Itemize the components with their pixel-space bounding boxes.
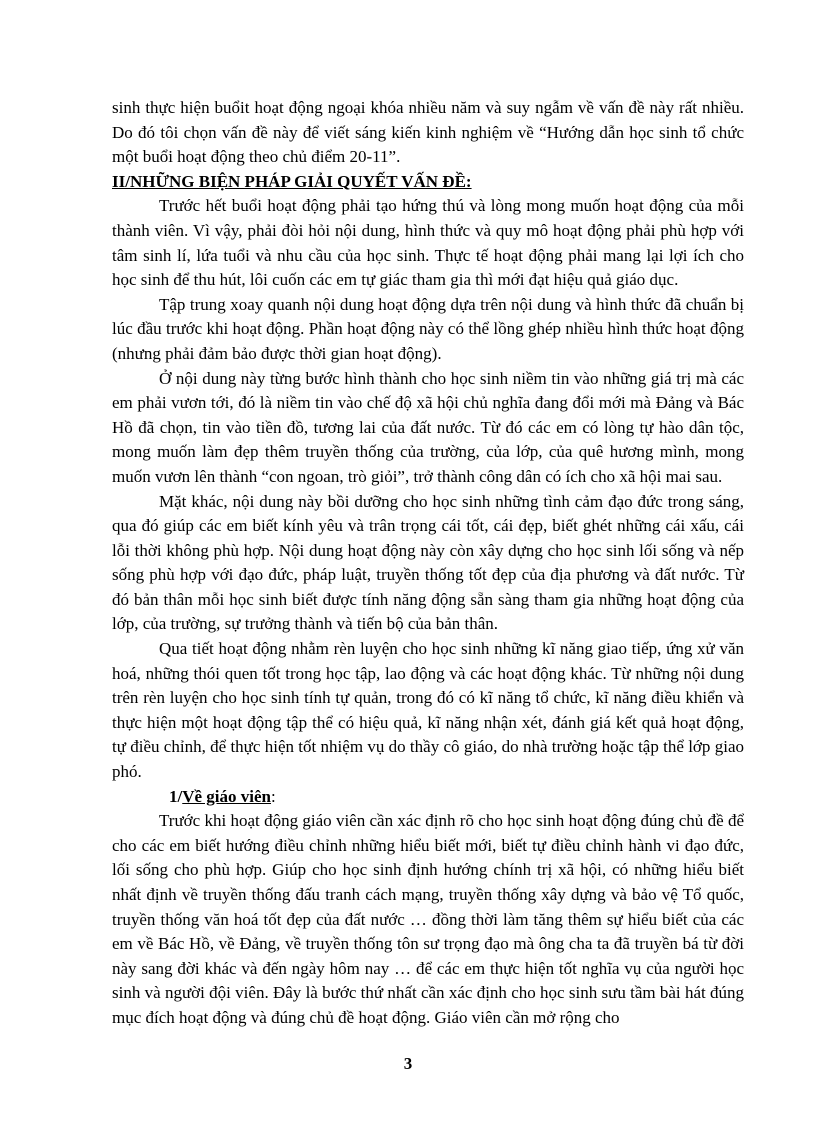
document-page bbox=[112, 96, 744, 1031]
section-heading: II/NHỮNG BIỆN PHÁP GIẢI QUYẾT VẤN ĐỀ: bbox=[112, 171, 472, 191]
subsection-colon: : bbox=[271, 786, 276, 806]
body-paragraph-4: Mặt khác, nội dung này bồi dưỡng cho học sinh những tình cảm đạo đức trong sáng, qua đó giúp các em biết kính yêu và trân trọng cái tốt, cái đẹp, biết ghét những cái xấu, cái lỗi thời không phù hợp. Nội dung hoạt động này còn xây dựng cho học sinh lối sống và nếp sống phù hợp với đạo đức, pháp luật, truyền thống tốt đẹp của địa phương và đất nước. Từ đó bản thân mỗi học sinh biết được tính năng động sẵn sàng tham gia những hoạt động của lớp, của trường, sự trưởng thành và tiến bộ của bản thân. bbox=[112, 491, 744, 634]
subsection-heading bbox=[112, 785, 744, 810]
body-paragraph-3: Ở nội dung này từng bước hình thành cho học sinh niềm tin vào những giá trị mà các em phải vươn tới, đó là niềm tin vào chế độ xã hội chủ nghĩa đang đổi mới mà Đảng và Bác Hồ đã chọn, tin vào tiền đồ, tương lai của đất nước. Từ đó các em có lòng tự hào dân tộc, mong muốn làm đẹp thêm truyền thống của trường, của lớp, của quê hương mình, mong muốn vươn lên thành “con ngoan, trò giỏi”, trở thành công dân có ích cho xã hội mai sau. bbox=[112, 368, 744, 486]
body-paragraph-5: Qua tiết hoạt động nhằm rèn luyện cho học sinh những kĩ năng giao tiếp, ứng xử văn hoá, những thói quen tốt trong học tập, lao động và các hoạt động khác. Từ những nội dung trên rèn luyện cho học sinh tính tự quản, trong đó có kĩ năng tổ chức, kĩ năng điều khiển và thực hiện một hoạt động tập thể có hiệu quả, kĩ năng nhận xét, đánh giá kết quả hoạt động, tự điều chỉnh, để thực hiện tốt nhiệm vụ do thầy cô giáo, do nhà trường hoặc tập thể lớp giao phó. bbox=[112, 639, 744, 782]
body-paragraph-2: Tập trung xoay quanh nội dung hoạt động dựa trên nội dung và hình thức đã chuẩn bị lúc đầu trước khi hoạt động. Phần hoạt động này có thể lồng ghép nhiều hình thức hoạt động (nhưng phải đảm bảo được thời gian hoạt động). bbox=[112, 294, 744, 363]
subsection-title: Về giáo viên bbox=[182, 786, 272, 806]
subsection-number: 1/ bbox=[169, 786, 183, 806]
teacher-paragraph: Trước khi hoạt động giáo viên cần xác định rõ cho học sinh hoạt động đúng chủ đề để cho các em biết hướng điều chỉnh những hiểu biết mới, biết tự điều chỉnh hành vi đạo đức, lối sống cho phù hợp. Giúp cho học sinh định hướng chính trị xã hội, có những hiểu biết nhất định về truyền thống đấu tranh cách mạng, truyền thống xây dựng và bảo vệ Tổ quốc, truyền thống văn hoá tốt đẹp của đất nước … đồng thời làm tăng thêm sự hiểu biết của các em về Bác Hồ, về Đảng, về truyền thống tôn sư trọng đạo mà ông cha ta đã truyền bá từ đời này sang đời khác và đến ngày hôm nay … để các em thực hiện tốt nghĩa vụ của người học sinh và người đội viên. Đây là bước thứ nhất cần xác định cho học sinh sưu tầm bài hát đúng mục đích hoạt động và đúng chủ đề hoạt động. Giáo viên cần mở rộng cho bbox=[112, 811, 744, 1027]
page-number: 3 bbox=[403, 1054, 413, 1073]
intro-paragraph: sinh thực hiện buổit hoạt động ngoại khóa nhiều năm và suy ngẫm về vấn đề này rất nhiều. Do đó tôi chọn vấn đề này để viết sáng kiến kinh nghiệm về “Hướng dẫn học sinh tổ chức một buổi hoạt động theo chủ điểm 20-11”. bbox=[112, 98, 744, 167]
body-paragraph-1: Trước hết buổi hoạt động phải tạo hứng thú và lòng mong muốn hoạt động của mỗi thành viên. Vì vậy, phải đòi hỏi nội dung, hình thức và quy mô hoạt động phải phù hợp với tâm sinh lí, lứa tuổi và nhu cầu của học sinh. Thực tế hoạt động phải mang lại lợi ích cho học sinh để thu hút, lôi cuốn các em tự giác tham gia thì mới đạt hiệu quả giáo dục. bbox=[112, 196, 744, 290]
